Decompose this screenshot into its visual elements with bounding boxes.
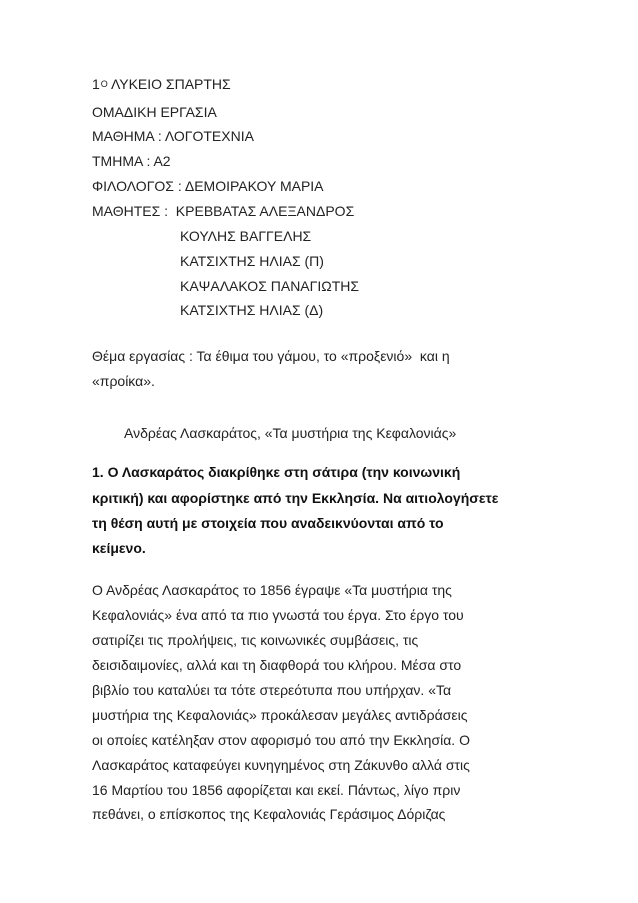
student-name: ΚΑΤΣΙΧΤΗΣ ΗΛΙΑΣ (Π): [180, 253, 324, 269]
question-line: 1. Ο Λασκαράτος διακρίθηκε στη σάτιρα (την κοινωνική: [92, 464, 461, 480]
school-superscript: Ο: [100, 79, 108, 89]
answer-line: πεθάνει, ο επίσκοπος της Κεφαλονιάς Γεράσιμος Δόριζας: [92, 806, 446, 822]
student-name: ΚΑΤΣΙΧΤΗΣ ΗΛΙΑΣ (Δ): [180, 302, 324, 318]
question-line: κείμενο.: [92, 540, 146, 556]
answer-line: Κεφαλονιάς» ένα από τα πιο γνωστά του έργα. Στο έργο του: [92, 607, 464, 623]
work-title: Ανδρέας Λασκαράτος, «Τα μυστήρια της Κεφαλονιάς»: [124, 425, 457, 441]
answer-line: Λασκαράτος καταφεύγει κυνηγημένος στη Ζάκυνθο αλλά στις: [92, 757, 470, 773]
question-line: τη θέση αυτή με στοιχεία που αναδεικνύονται από το: [92, 515, 444, 531]
answer-line: οι οποίες κατέληξαν στον αφορισμό του από την Εκκλησία. Ο: [92, 732, 470, 748]
answer-line: 16 Μαρτίου του 1856 αφορίζεται και εκεί. Πάντως, λίγο πριν: [92, 782, 461, 798]
topic-line: Θέμα εργασίας : Τα έθιμα του γάμου, το «προξενιό» και η: [92, 348, 450, 364]
question-line: κριτική) και αφορίστηκε από την Εκκλησία. Να αιτιολογήσετε: [92, 490, 499, 506]
group-work-line: ΟΜΑΔΙΚΗ ΕΡΓΑΣΙΑ: [92, 104, 217, 120]
answer-line: βιβλίο του καταλύει τα τότε στερεότυπα που υπήρχαν. «Τα: [92, 682, 452, 698]
answer-line: Ο Ανδρέας Λασκαράτος το 1856 έγραψε «Τα μυστήρια της: [92, 582, 452, 598]
topic-line: «προίκα».: [92, 373, 155, 389]
subject-line: ΜΑΘΗΜΑ : ΛΟΓΟΤΕΧΝΙΑ: [92, 128, 254, 144]
students-label-line: ΜΑΘΗΤΕΣ : ΚΡΕΒΒΑΤΑΣ ΑΛΕΞΑΝΔΡΟΣ: [92, 203, 355, 219]
answer-line: μυστήρια της Κεφαλονιάς» προκάλεσαν μεγάλες αντιδράσεις: [92, 707, 468, 723]
student-name: ΚΑΨΑΛΑΚΟΣ ΠΑΝΑΓΙΩΤΗΣ: [180, 278, 360, 294]
student-name: ΚΟΥΛΗΣ ΒΑΓΓΕΛΗΣ: [180, 228, 312, 244]
answer-line: σατιρίζει τις προλήψεις, τις κοινωνικές συμβάσεις, τις: [92, 632, 419, 648]
class-line: ΤΜΗΜΑ : Α2: [92, 153, 171, 169]
teacher-line: ΦΙΛΟΛΟΓΟΣ : ΔΕΜΟΙΡΑΚΟΥ ΜΑΡΙΑ: [92, 178, 324, 194]
school-name: ΛΥΚΕΙΟ ΣΠΑΡΤΗΣ: [110, 76, 231, 92]
school-heading: [92, 76, 231, 94]
answer-line: δεισιδαιμονίες, αλλά και τη διαφθορά του κλήρου. Μέσα στο: [92, 657, 462, 673]
school-number: 1: [92, 76, 100, 92]
